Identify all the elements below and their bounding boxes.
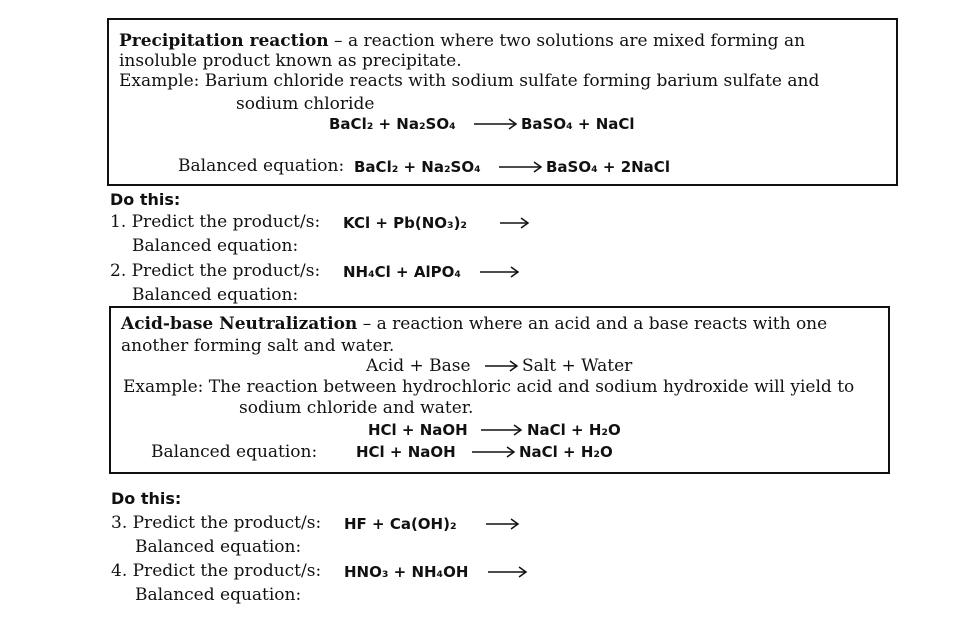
neutralization-balanced-label: Balanced equation: <box>151 442 318 462</box>
precipitation-definition-line-1 <box>119 31 805 51</box>
reaction-arrow-icon <box>474 118 518 130</box>
precipitation-example-line-1: Example: Barium chloride reacts with sodium sulfate forming barium sulfate and <box>119 71 820 91</box>
precipitation-equation-products: BaSO₄ + NaCl <box>521 115 635 133</box>
reaction-arrow-icon <box>485 360 519 372</box>
reaction-arrow-icon <box>472 446 516 458</box>
question-3-equation: HF + Ca(OH)₂ <box>344 515 457 533</box>
neutralization-balanced-products: NaCl + H₂O <box>519 443 613 461</box>
question-4-equation: HNO₃ + NH₄OH <box>344 563 469 581</box>
neutralization-definition-line-1 <box>121 314 827 334</box>
neutralization-definition: – a reaction where an acid and a base reacts with one <box>357 314 828 334</box>
question-2-label: 2. Predict the product/s: <box>110 261 321 281</box>
reaction-arrow-icon <box>499 161 543 173</box>
neutralization-example-line-2: sodium chloride and water. <box>239 398 474 418</box>
precipitation-balanced-label: Balanced equation: <box>178 156 345 176</box>
neutralization-term: Acid-base Neutralization <box>121 314 358 334</box>
do-this-heading: Do this: <box>110 190 181 209</box>
question-4-label: 4. Predict the product/s: <box>111 561 322 581</box>
precipitation-equation-reactants: BaCl₂ + Na₂SO₄ <box>329 115 456 133</box>
question-3-balanced-label: Balanced equation: <box>135 537 302 557</box>
reaction-arrow-icon <box>481 424 523 436</box>
precipitation-balanced-products: BaSO₄ + 2NaCl <box>546 158 670 176</box>
neutralization-balanced-reactants: HCl + NaOH <box>356 443 456 461</box>
question-4-balanced-label: Balanced equation: <box>135 585 302 605</box>
do-this-heading: Do this: <box>111 489 182 508</box>
reaction-arrow-icon <box>480 266 520 278</box>
reaction-arrow-icon <box>500 217 530 229</box>
question-2-balanced-label: Balanced equation: <box>132 285 299 305</box>
question-3-label: 3. Predict the product/s: <box>111 513 322 533</box>
question-1-label: 1. Predict the product/s: <box>110 212 321 232</box>
question-1-equation: KCl + Pb(NO₃)₂ <box>343 214 467 232</box>
precipitation-definition-line-2: insoluble product known as precipitate. <box>119 51 462 71</box>
precipitation-definition: – a reaction where two solutions are mixed forming an <box>328 31 806 51</box>
precipitation-balanced-reactants: BaCl₂ + Na₂SO₄ <box>354 158 481 176</box>
question-1-balanced-label: Balanced equation: <box>132 236 299 256</box>
word-equation-products: Salt + Water <box>522 356 633 376</box>
neutralization-equation-reactants: HCl + NaOH <box>368 421 468 439</box>
word-equation-reactants: Acid + Base <box>366 356 471 376</box>
neutralization-equation-products: NaCl + H₂O <box>527 421 621 439</box>
question-2-equation: NH₄Cl + AlPO₄ <box>343 263 461 281</box>
neutralization-definition-line-2: another forming salt and water. <box>121 336 395 356</box>
precipitation-example-line-2: sodium chloride <box>236 94 375 114</box>
precipitation-term: Precipitation reaction <box>119 31 329 51</box>
reaction-arrow-icon <box>488 566 528 578</box>
reaction-arrow-icon <box>486 518 520 530</box>
neutralization-example-line-1: Example: The reaction between hydrochloric acid and sodium hydroxide will yield to <box>123 377 855 397</box>
